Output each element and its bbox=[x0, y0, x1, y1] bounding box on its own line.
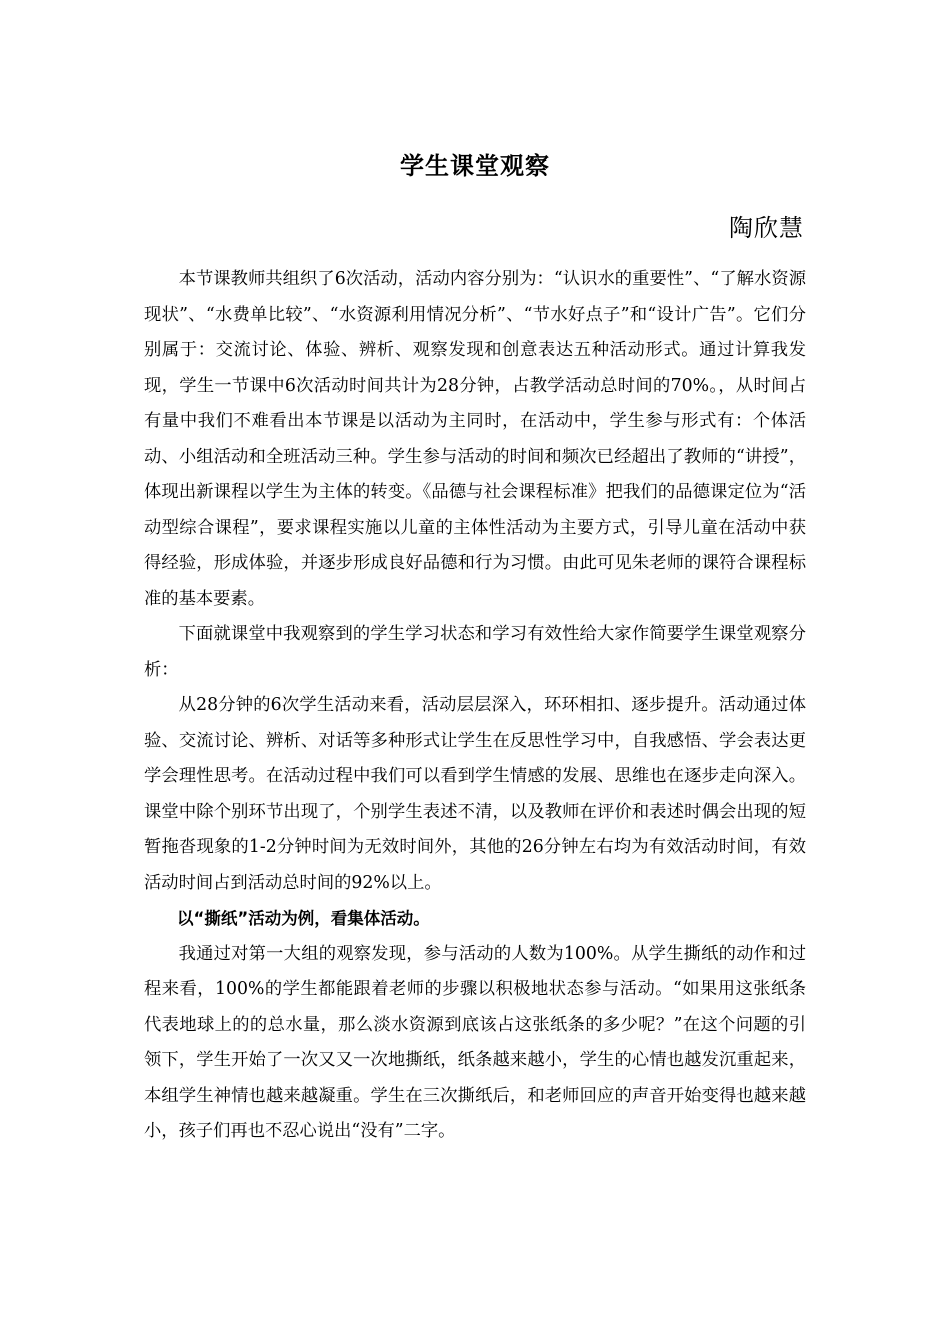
document-title: 学生课堂观察 bbox=[400, 152, 550, 180]
section-heading-paper-tearing: 以“撕纸”活动为例，看集体活动。 bbox=[177, 909, 430, 928]
paragraph-effective-time: 从28分钟的6次学生活动来看，活动层层深入，环环相扣、逐步提升。活动通过体验、交流讨论、辨析、对话等多种形式让学生在反思性学习中，自我感悟、学会表达更学会理性思考。在活动过程中我们可以看到学生情感的发展、思维也在逐步走向深入。课堂中除个别环节出现了，个别学生表述不清，以及教师在评价和表述时偶会出现的短暂拖沓现象的1-2分钟时间为无效时间外，其他的26分钟左右均为有效活动时间，有效活动时间占到活动总时间的92%以上。 bbox=[144, 695, 806, 893]
paragraph-activities-overview: 本节课教师共组织了6次活动，活动内容分别为：“认识水的重要性”、“了解水资源现状”、“水费单比较”、“水资源利用情况分析”、“节水好点子”和“设计广告”。它们分别属于：交流讨论、体验、辨析、观察发现和创意表达五种活动形式。通过计算我发现，学生一节课中6次活动时间共计为28分钟，占教学活动总时间的70%。，从时间占有量中我们不难看出本节课是以活动为主同时，在活动中，学生参与形式有：个体活动、小组活动和全班活动三种。学生参与活动的时间和频次已经超出了教师的“讲授”，体现出新课程以学生为主体的转变。《品德与社会课程标准》把我们的品德课定位为“活动型综合课程”，要求课程实施以儿童的主体性活动为主要方式，引导儿童在活动中获得经验，形成体验，并逐步形成良好品德和行为习惯。由此可见朱老师的课符合课程标准的基本要素。 bbox=[144, 269, 806, 609]
document-body bbox=[144, 262, 806, 1150]
paragraph-group-observation: 我通过对第一大组的观察发现，参与活动的人数为100%。从学生撕纸的动作和过程来看，100%的学生都能跟着老师的步骤以积极地状态参与活动。“如果用这张纸条代表地球上的的总水量，那么淡水资源到底该占这张纸条的多少呢？”在这个问题的引领下，学生开始了一次又又一次地撕纸，纸条越来越小，学生的心情也越发沉重起来，本组学生神情也越来越凝重。学生在三次撕纸后，和老师回应的声音开始变得也越来越小，孩子们再也不忍心说出“没有”二字。 bbox=[144, 943, 806, 1141]
author-name: 陶欣慧 bbox=[729, 214, 804, 242]
paragraph-analysis-intro: 下面就课堂中我观察到的学生学习状态和学习有效性给大家作简要学生课堂观察分析： bbox=[144, 624, 806, 680]
